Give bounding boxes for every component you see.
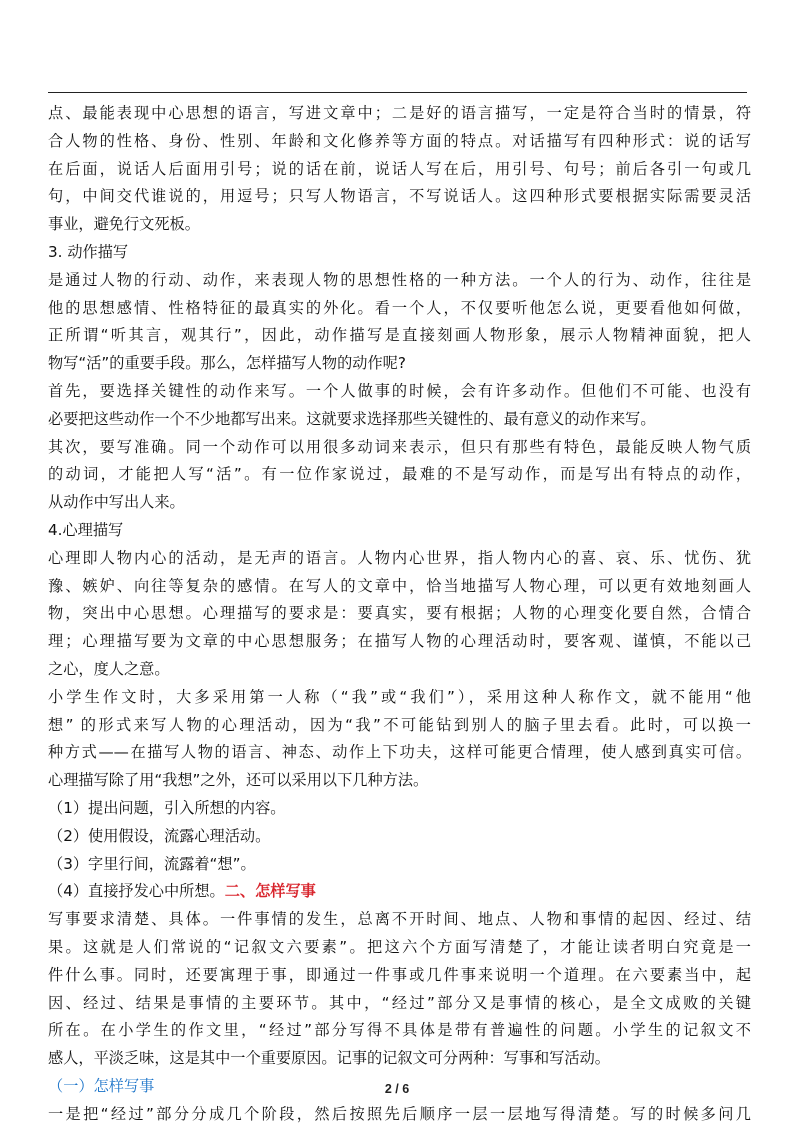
body-text: [48, 100, 751, 1128]
line-text: 是通过人物的行动、动作，来表现人物的思想性格的一种方法。一个人的行为、动作，往往是: [48, 270, 751, 289]
line-text: 4.心理描写: [48, 520, 124, 539]
line-text: （4）直接抒发心中所想。: [48, 882, 225, 901]
text-line: [48, 851, 751, 879]
line-text: 想” 的形式来写人物的心理活动，因为“我”不可能钻到别人的脑子里去看。此时，可以换一: [48, 715, 751, 734]
text-line: [48, 545, 751, 573]
line-text: 事业，避免行文死板。: [48, 215, 200, 234]
text-line: [48, 962, 751, 990]
line-text: 所在。在小学生的作文里，“经过”部分写得不具体是带有普遍性的问题。小学生的记叙文不: [48, 1021, 751, 1040]
line-text: 3. 动作描写: [48, 242, 129, 261]
line-text: 点、最能表现中心思想的语言，写进文章中；二是好的语言描写，一定是符合当时的情景，符: [48, 104, 751, 122]
text-line: [48, 878, 751, 906]
text-line: [48, 1045, 751, 1073]
line-text: 一是把“经过”部分分成几个阶段，然后按照先后顺序一层一层地写得清楚。写的时候多问几: [48, 1104, 751, 1123]
line-text: 种方式——在描写人物的语言、神态、动作上下功夫，这样可能更合情理，使人感到真实可信。: [48, 743, 751, 762]
line-text: 理；心理描写要为文章的中心思想服务；在描写人物的心理活动时，要客观、谨慎，不能以己: [48, 632, 751, 651]
line-text: 感人，平淡乏味，这是其中一个重要原因。记事的记叙文可分两种：写事和写活动。: [48, 1049, 610, 1068]
text-line: [48, 1017, 751, 1045]
text-line: [48, 600, 751, 628]
line-text: 首先，要选择关键性的动作来写。一个人做事的时候，会有许多动作。但他们不可能、也没有: [48, 381, 751, 400]
text-line: [48, 684, 751, 712]
line-text: 的动词，才能把人写“活”。有一位作家说过，最难的不是写动作，而是写出有特点的动作，: [48, 465, 751, 484]
line-text: 小学生作文时，大多采用第一人称（“我”或“我们”），采用这种人称作文，就不能用“他: [48, 687, 751, 706]
text-line: [48, 461, 751, 489]
line-text: （2）使用假设，流露心理活动。: [48, 826, 271, 845]
section-heading: 二、怎样写事: [224, 882, 316, 901]
text-line: [48, 906, 751, 934]
page-number: 2 / 6: [384, 1082, 410, 1096]
line-text: 在后面，说话人后面用引号；说的话在前，说话人写在后，用引号、句号；前后各引一句或几: [48, 159, 751, 178]
header-rule: [48, 92, 747, 93]
line-text: 句，中间交代谁说的，用逗号；只写人物语言，不写说话人。这四种形式要根据实际需要灵活: [48, 187, 751, 206]
line-text: 件什么事。同时，还要寓理于事，即通过一件事或几件事来说明一个道理。在六要素当中，起: [48, 965, 751, 984]
text-line: [48, 517, 751, 545]
text-line: [48, 739, 751, 767]
line-text: 正所谓“听其言，观其行”，因此，动作描写是直接刻画人物形象，展示人物精神面貌，把人: [48, 326, 751, 345]
text-line: [48, 628, 751, 656]
line-text: 写事要求清楚、具体。一件事情的发生，总离不开时间、地点、人物和事情的起因、经过、结: [48, 910, 751, 929]
text-line: [48, 990, 751, 1018]
text-line: [48, 573, 751, 601]
text-line: [48, 378, 751, 406]
line-text: 合人物的性格、身份、性别、年龄和文化修养等方面的特点。对话描写有四种形式：说的话写: [48, 131, 751, 150]
text-line: [48, 156, 751, 184]
line-text: 果。这就是人们常说的“记叙文六要素”。把这六个方面写清楚了，才能让读者明白究竟是一: [48, 937, 751, 956]
text-line: [48, 934, 751, 962]
text-line: [48, 434, 751, 462]
line-text: 从动作中写出人来。: [48, 493, 185, 512]
text-line: [48, 656, 751, 684]
text-line: [48, 823, 751, 851]
text-line: [48, 239, 751, 267]
text-line: [48, 128, 751, 156]
text-line: [48, 712, 751, 740]
line-text: 因、经过、结果是事情的主要环节。其中，“经过”部分又是事情的核心，是全文成败的关键: [48, 993, 751, 1012]
line-text: 物写“活”的重要手段。那么，怎样描写人物的动作呢?: [48, 354, 406, 373]
text-line: [48, 322, 751, 350]
line-text: 心理描写除了用“我想”之外，还可以采用以下几种方法。: [48, 771, 429, 790]
text-line: [48, 406, 751, 434]
line-text: 物，突出中心思想。心理描写的要求是：要真实，要有根据；人物的心理变化要自然，合情合: [48, 604, 751, 623]
text-line: [48, 1101, 751, 1128]
text-line: [48, 100, 751, 128]
text-line: [48, 267, 751, 295]
text-line: [48, 211, 751, 239]
text-line: [48, 183, 751, 211]
line-text: （3）字里行间，流露着“想”。: [48, 854, 256, 873]
line-text: （1）提出问题，引入所想的内容。: [48, 798, 286, 817]
line-text: 心理即人物内心的活动，是无声的语言。人物内心世界，指人物内心的喜、哀、乐、忧伤、犹: [48, 548, 751, 567]
text-line: [48, 350, 751, 378]
line-text: 豫、嫉妒、向往等复杂的感情。在写人的文章中，恰当地描写人物心理，可以更有效地刻画人: [48, 576, 751, 595]
line-text: 其次，要写准确。同一个动作可以用很多动词来表示，但只有那些有特色，最能反映人物气质: [48, 437, 751, 456]
text-line: [48, 767, 751, 795]
text-line: [48, 295, 751, 323]
line-text: 必要把这些动作一个不少地都写出来。这就要求选择那些关键性的、最有意义的动作来写。: [48, 409, 656, 428]
line-text: 之心，度人之意。: [48, 659, 170, 678]
line-text: 他的思想感情、性格特征的最真实的外化。看一个人，不仅要听他怎么说，更要看他如何做，: [48, 298, 751, 317]
text-line: [48, 795, 751, 823]
text-line: [48, 489, 751, 517]
subsection-heading: （一）怎样写事: [48, 1076, 155, 1095]
